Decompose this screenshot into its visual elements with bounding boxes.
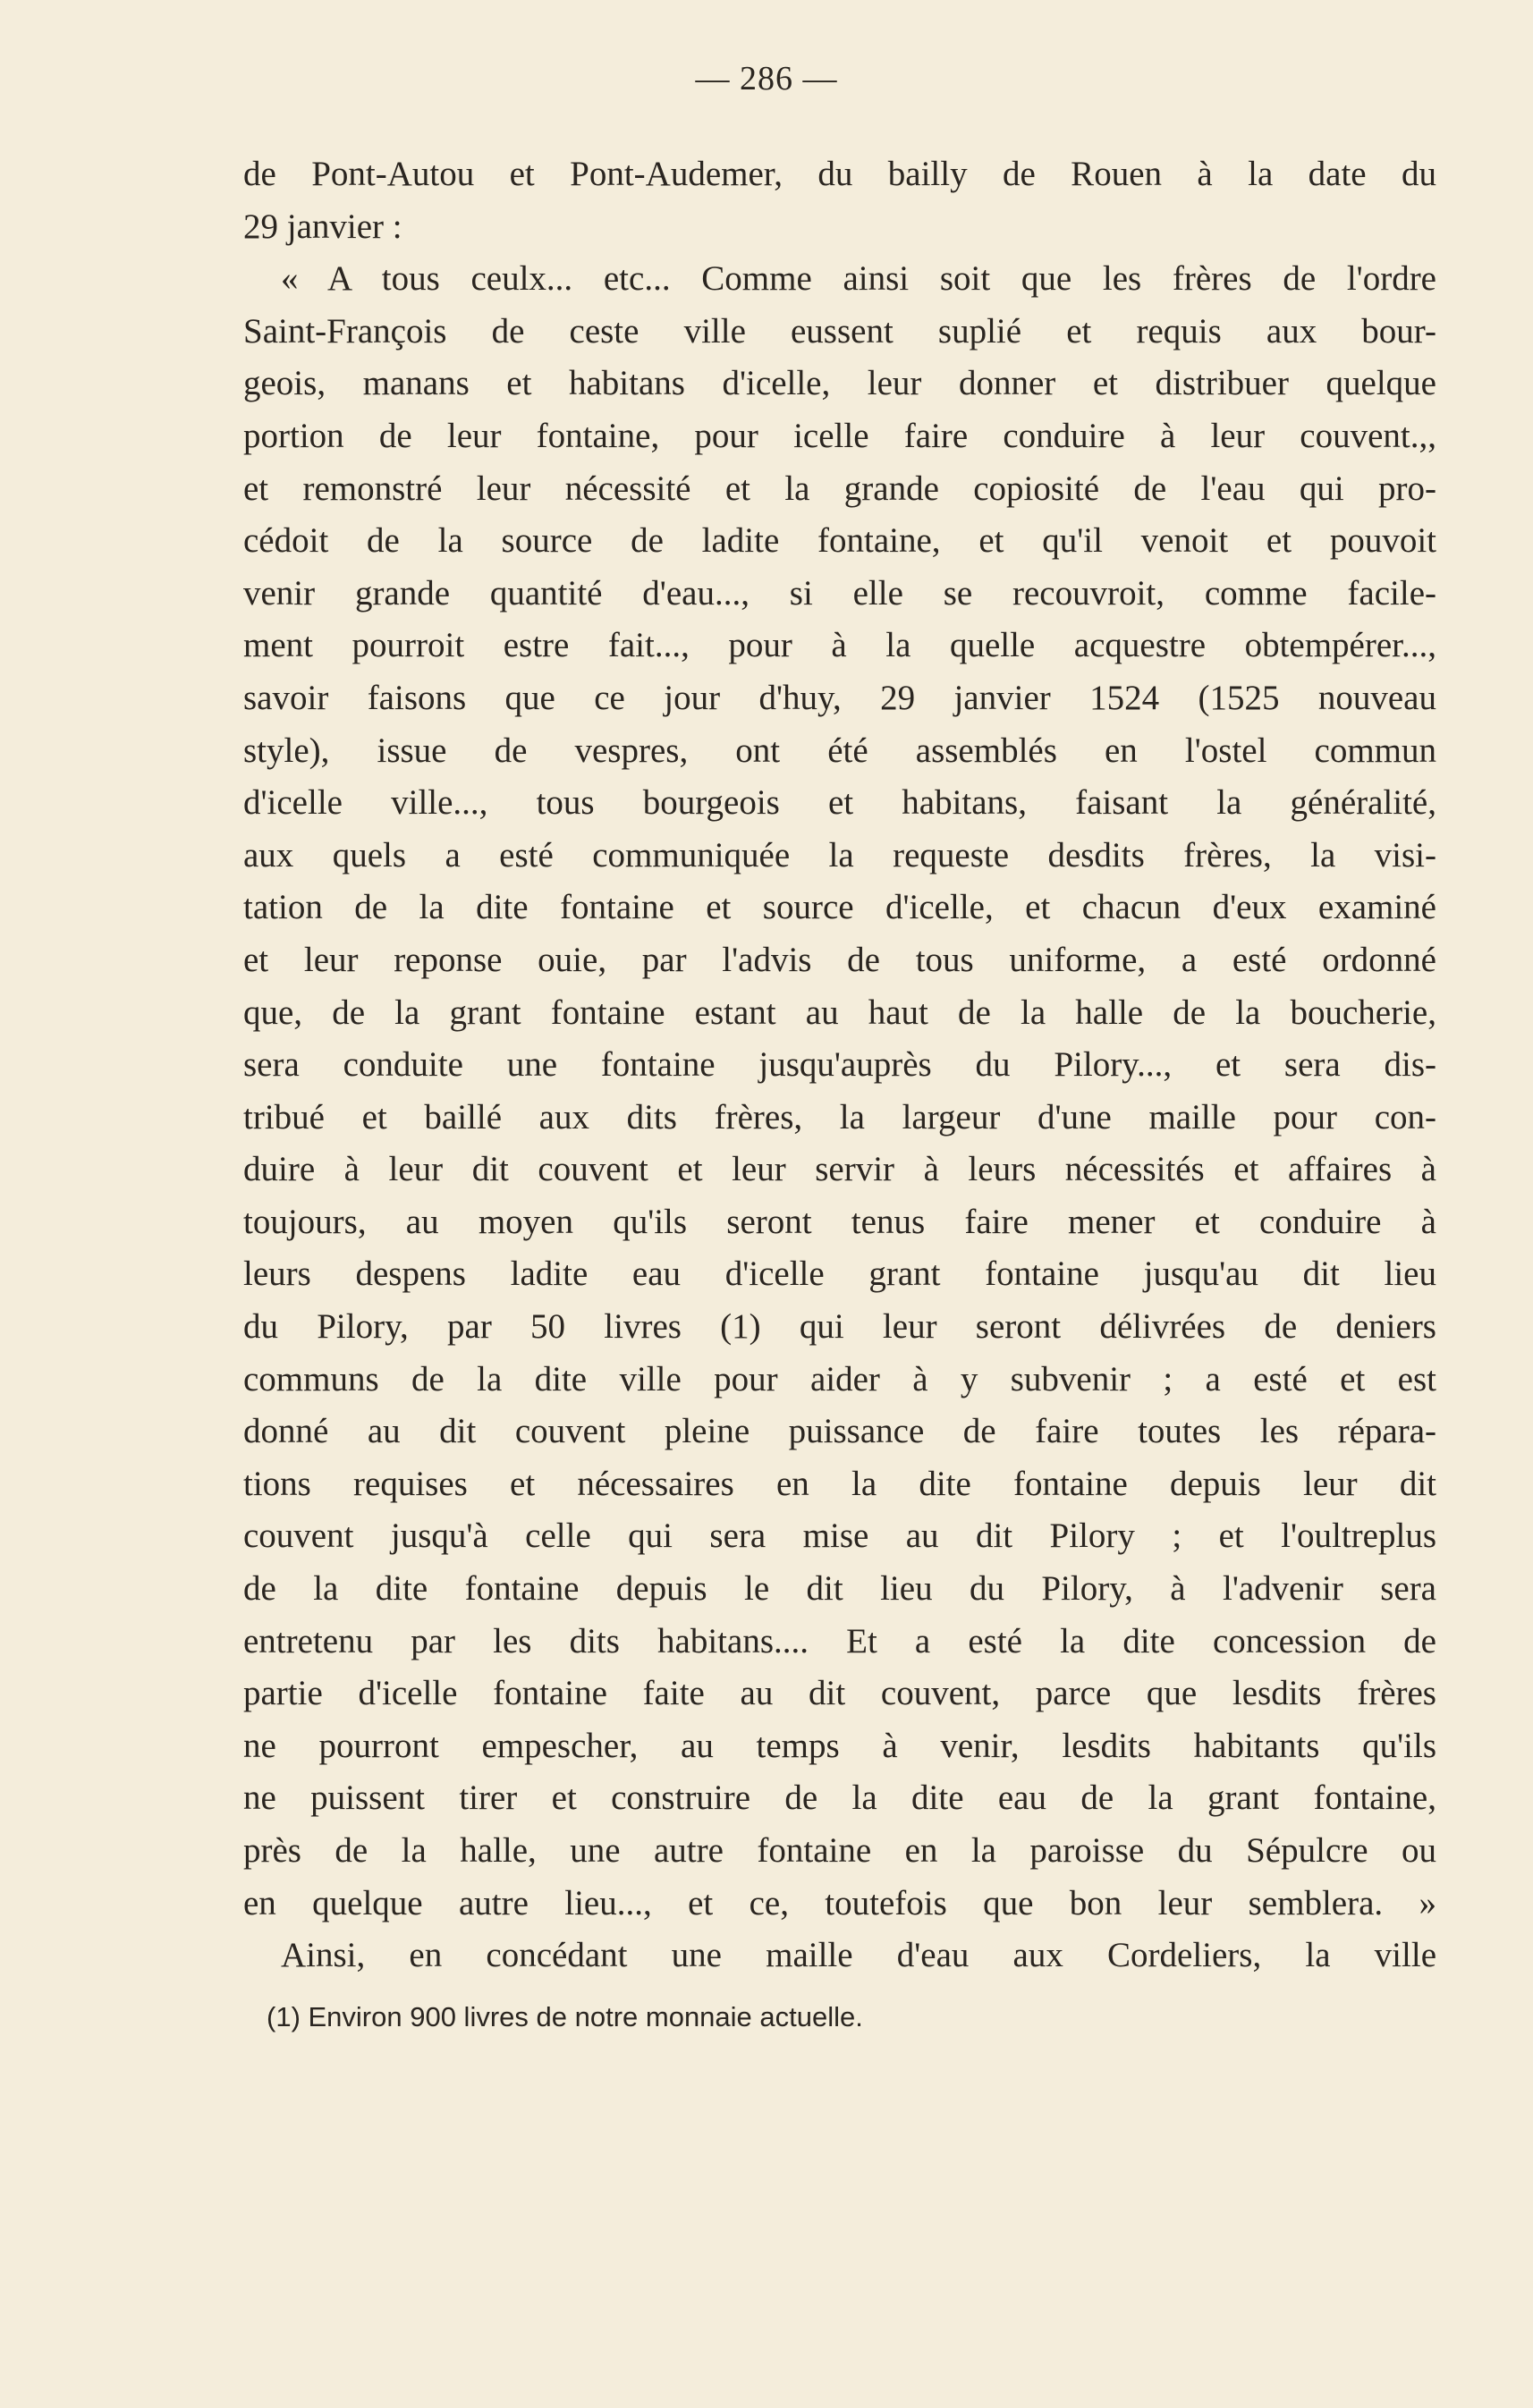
page-number: — 286 — [695,60,838,97]
text-line: style), issue de vespres, ont été assemblés en l'ostel commun [243,731,1436,770]
text-line: ment pourroit estre fait..., pour à la quelle acquestre obtempérer..., [243,626,1436,665]
text-line: leurs despens ladite eau d'icelle grant fontaine jusqu'au dit lieu [243,1255,1436,1294]
text-line: d'icelle ville..., tous bourgeois et habitans, faisant la généralité, [243,783,1436,823]
text-line: toujours, au moyen qu'ils seront tenus faire mener et conduire à [243,1202,1436,1241]
text-line: « A tous ceulx... etc... Comme ainsi soit que les frères de l'ordre [281,259,1436,299]
text-line: de la dite fontaine depuis le dit lieu du Pilory, à l'advenir sera [243,1569,1436,1609]
text-line: tions requises et nécessaires en la dite fontaine depuis leur dit [243,1464,1436,1503]
body-text [243,148,1436,1982]
text-line: aux quels a esté communiquée la requeste desdits frères, la visi- [243,835,1436,874]
text-line: Saint-François de ceste ville eussent suplié et requis aux bour- [243,311,1436,351]
text-line: ne pourront empescher, au temps à venir, lesdits habitants qu'ils [243,1726,1436,1765]
text-line: près de la halle, une autre fontaine en la paroisse du Sépulcre ou [243,1831,1436,1870]
text-line: cédoit de la source de ladite fontaine, et qu'il venoit et pouvoit [243,521,1436,561]
text-line: 29 janvier : [243,207,402,246]
text-line: en quelque autre lieu..., et ce, toutefois que bon leur semblera. » [243,1883,1436,1922]
text-line: de Pont-Autou et Pont-Audemer, du bailly de Rouen à la date du [243,155,1436,193]
text-line: sera conduite une fontaine jusqu'auprès du Pilory..., et sera dis- [243,1045,1436,1085]
footnote: (1) Environ 900 livres de notre monnaie actuelle. [267,2001,863,2032]
text-line: et leur reponse ouie, par l'advis de tous uniforme, a esté ordonné [243,940,1436,979]
text-line: tribué et baillé aux dits frères, la largeur d'une maille pour con- [243,1097,1436,1136]
text-line: ne puissent tirer et construire de la dite eau de la grant fontaine, [243,1779,1436,1818]
text-line: du Pilory, par 50 livres (1) qui leur seront délivrées de deniers [243,1307,1436,1347]
text-line: savoir faisons que ce jour d'huy, 29 janvier 1524 (1525 nouveau [243,678,1436,717]
text-line: Ainsi, en concédant une maille d'eau aux Cordeliers, la ville [281,1936,1436,1975]
text-line: portion de leur fontaine, pour icelle faire conduire à leur couvent.,, [243,416,1436,455]
text-line: communs de la dite ville pour aider à y subvenir ; a esté et est [243,1359,1436,1398]
text-line: et remonstré leur nécessité et la grande copiosité de l'eau qui pro- [243,469,1436,508]
text-line: donné au dit couvent pleine puissance de faire toutes les répara- [243,1412,1436,1451]
text-line: geois, manans et habitans d'icelle, leur donner et distribuer quelque [243,364,1436,403]
text-line: venir grande quantité d'eau..., si elle se recouvroit, comme facile- [243,573,1436,613]
text-line: entretenu par les dits habitans.... Et a esté la dite concession de [243,1621,1436,1660]
text-line: duire à leur dit couvent et leur servir à leurs nécessités et affaires à [243,1150,1436,1189]
text-line: tation de la dite fontaine et source d'icelle, et chacun d'eux examiné [243,888,1436,927]
text-line: que, de la grant fontaine estant au haut de la halle de la boucherie, [243,993,1436,1032]
text-line: couvent jusqu'à celle qui sera mise au dit Pilory ; et l'oultreplus [243,1517,1436,1556]
text-line: partie d'icelle fontaine faite au dit couvent, parce que lesdits frères [243,1674,1436,1713]
